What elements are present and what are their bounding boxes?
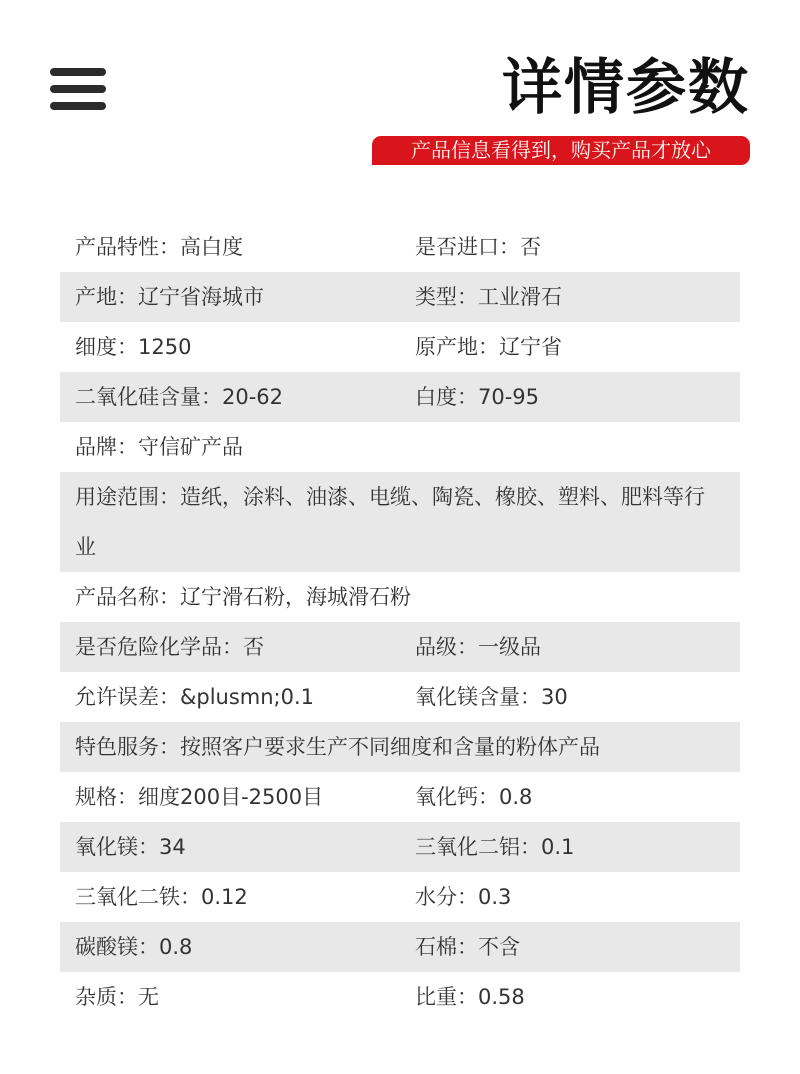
spec-row <box>60 622 740 672</box>
spec-row <box>60 472 740 572</box>
hamburger-menu-icon[interactable] <box>50 68 106 110</box>
spec-cell: 原产地：辽宁省 <box>415 335 562 359</box>
spec-row <box>60 872 740 922</box>
spec-row <box>60 372 740 422</box>
spec-row <box>60 972 740 1022</box>
spec-cell: 比重：0.58 <box>415 985 525 1009</box>
spec-row <box>60 672 740 722</box>
spec-cell: 三氧化二铁：0.12 <box>75 885 248 909</box>
spec-row <box>60 572 740 622</box>
spec-cell: 产品名称：辽宁滑石粉，海城滑石粉 <box>75 585 411 609</box>
spec-cell: 用途范围：造纸，涂料、油漆、电缆、陶瓷、橡胶、塑料、肥料等行业 <box>75 485 705 559</box>
spec-cell: 品牌：守信矿产品 <box>75 435 243 459</box>
spec-row <box>60 922 740 972</box>
spec-row <box>60 422 740 472</box>
spec-row <box>60 222 740 272</box>
spec-row <box>60 822 740 872</box>
spec-cell: 产品特性：高白度 <box>75 235 243 259</box>
spec-cell: 杂质：无 <box>75 985 159 1009</box>
spec-cell: 氧化镁含量：30 <box>415 685 568 709</box>
spec-cell: 水分：0.3 <box>415 885 512 909</box>
spec-cell: 品级：一级品 <box>415 635 541 659</box>
spec-cell: 规格：细度200目-2500目 <box>75 785 324 809</box>
page-title: 详情参数 <box>502 53 750 123</box>
promo-banner: 产品信息看得到，购买产品才放心 <box>372 136 750 165</box>
menu-bar <box>50 102 106 110</box>
spec-row <box>60 722 740 772</box>
spec-cell: 白度：70-95 <box>415 385 540 409</box>
spec-cell: 石棉：不含 <box>415 935 520 959</box>
menu-bar <box>50 68 106 76</box>
spec-cell: 类型：工业滑石 <box>415 285 562 309</box>
spec-table <box>60 222 740 1022</box>
spec-cell: 是否进口：否 <box>415 235 541 259</box>
spec-cell: 细度：1250 <box>75 335 192 359</box>
menu-bar <box>50 85 106 93</box>
spec-cell: 产地：辽宁省海城市 <box>75 285 264 309</box>
spec-cell: 是否危险化学品：否 <box>75 635 264 659</box>
spec-cell: 特色服务：按照客户要求生产不同细度和含量的粉体产品 <box>75 735 600 759</box>
spec-cell: 允许误差：&plusmn;0.1 <box>75 685 315 709</box>
spec-cell: 碳酸镁：0.8 <box>75 935 193 959</box>
spec-cell: 三氧化二铝：0.1 <box>415 835 575 859</box>
spec-cell: 氧化钙：0.8 <box>415 785 533 809</box>
spec-cell: 二氧化硅含量：20-62 <box>75 385 284 409</box>
spec-row <box>60 272 740 322</box>
spec-cell: 氧化镁：34 <box>75 835 186 859</box>
spec-row <box>60 322 740 372</box>
spec-row <box>60 772 740 822</box>
